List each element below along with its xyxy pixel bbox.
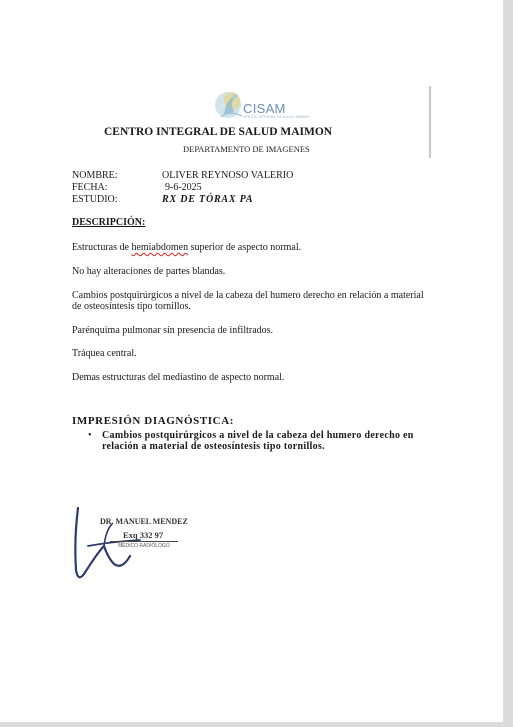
name-value: OLIVER REYNOSO VALERIO	[162, 170, 294, 181]
department-title: DEPARTAMENTO DE IMAGENES	[183, 144, 310, 154]
impression-heading: IMPRESIÓN DIAGNÓSTICA:	[72, 415, 235, 427]
description-paragraph-6: Demas estructuras del mediastino de aspecto normal.	[72, 372, 285, 383]
date-value: 9-6-2025	[165, 182, 202, 193]
doctor-name: DR. MANUEL MENDEZ	[100, 517, 188, 526]
impression-text: Cambios postquirúrgicos a nivel de la cabeza del humero derecho en relación a material de osteosíntesis tipo tornillos.	[102, 430, 414, 452]
description-paragraph-5: Tráquea central.	[72, 348, 137, 359]
p1-after: superior de aspecto normal.	[188, 242, 302, 253]
description-paragraph-4: Parénquima pulmonar sin presencia de infiltrados.	[72, 325, 274, 336]
description-heading: DESCRIPCIÓN:	[72, 217, 146, 228]
doctor-role: MÉDICO RADIÓLOGO	[118, 543, 170, 549]
name-label: NOMBRE:	[72, 170, 118, 181]
vertical-rule	[429, 86, 431, 158]
viewer-bottom-margin	[0, 722, 513, 727]
logo-subtext: CENTRO INTEGRAL DE SALUD MAIMON	[243, 115, 310, 119]
description-paragraph-2: No hay alteraciones de partes blandas.	[72, 266, 226, 277]
logo-text: CISAM	[243, 101, 286, 116]
description-paragraph-3: Cambios postquirúrgicos a nivel de la cabeza del humero derecho en relación a material de osteosíntesis tipo tornillos.	[72, 290, 424, 312]
spelling-flagged-word[interactable]: hemiabdomen	[131, 242, 189, 253]
study-value: RX DE TÓRAX PA	[162, 194, 254, 205]
signature-line	[110, 541, 178, 542]
description-paragraph-1	[72, 242, 432, 253]
doctor-exequatur: Exq 332 97	[123, 530, 164, 540]
viewer-right-margin	[503, 0, 513, 727]
date-label: FECHA:	[72, 182, 108, 193]
study-label: ESTUDIO:	[72, 194, 118, 205]
bullet-icon: •	[88, 430, 92, 441]
page-title: CENTRO INTEGRAL DE SALUD MAIMON	[104, 126, 333, 138]
p1-before: Estructuras de	[72, 242, 132, 253]
